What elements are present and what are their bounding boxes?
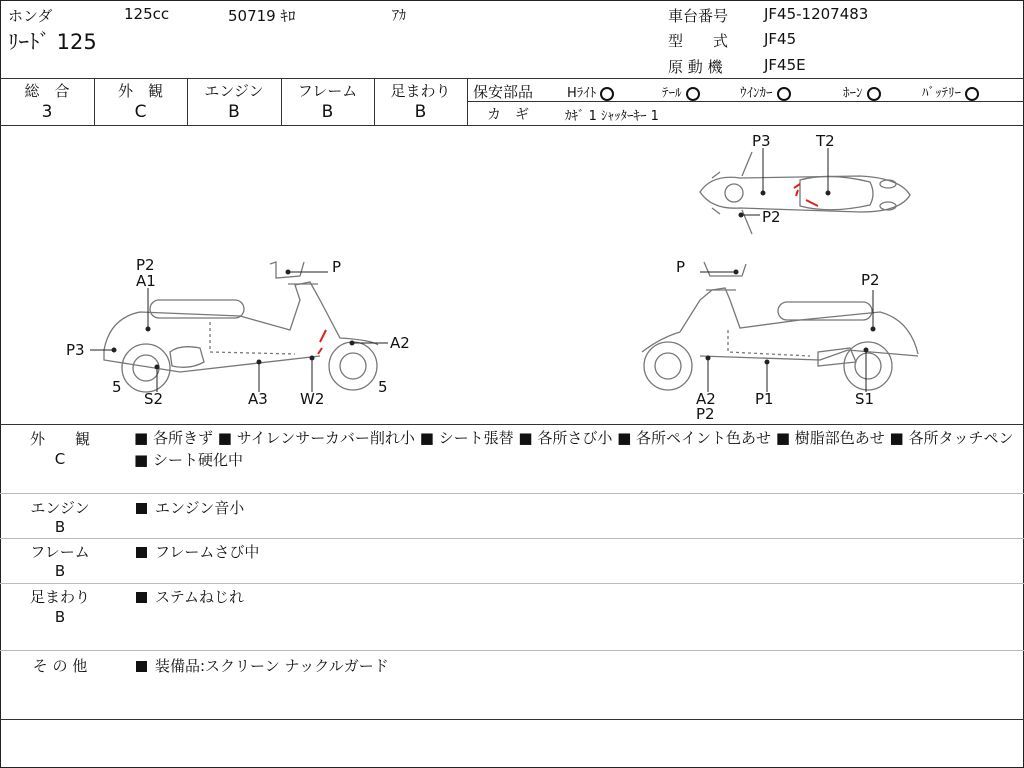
grade-exterior-label: 外 観 (117, 82, 163, 100)
left-a2: A2 (390, 334, 410, 352)
bullet-square-icon (136, 661, 147, 672)
remark-frame-item: フレームさび中 (136, 541, 259, 562)
top-p3: P3 (752, 132, 771, 150)
bullet-square-icon (136, 592, 147, 603)
grade-suspension-value: B (414, 102, 427, 122)
left-a1: A1 (136, 272, 156, 290)
safety-taillight: ﾃｰﾙ (662, 82, 700, 101)
ok-circle-icon (965, 87, 979, 101)
right-p2-top: P2 (861, 271, 880, 289)
displacement: 125cc (124, 5, 170, 23)
remark-other-label: そ の 他 (32, 657, 88, 675)
right-s1: S1 (855, 390, 875, 408)
grade-total-value: 3 (41, 102, 53, 122)
safety-battery: ﾊﾞｯﾃﾘｰ (922, 82, 979, 101)
remark-exterior-grade: C (54, 450, 66, 468)
scooter-top-view (700, 152, 910, 234)
key-label: カ ギ (487, 107, 529, 123)
grade-table-top (0, 78, 1024, 79)
safety-winker: ｳｲﾝｶｰ (740, 82, 791, 101)
left-w2: W2 (300, 390, 325, 408)
grade-total-label: 総 合 (24, 82, 70, 100)
left-5-right: 5 (378, 378, 388, 396)
safety-headlight: Hﾗｲﾄ (567, 82, 614, 101)
remark-engine-label: エンジン (30, 499, 90, 517)
type-label: 型 式 (668, 32, 729, 50)
grade-frame-label: フレーム (297, 82, 358, 100)
grade-frame-value: B (321, 102, 334, 122)
left-p: P (332, 258, 342, 276)
remark-frame-label: フレーム (30, 543, 90, 561)
left-p3: P3 (66, 341, 85, 359)
remark-suspension-item: ステムねじれ (136, 586, 244, 607)
right-a2: A2 (696, 390, 716, 408)
diagram-bottom (0, 424, 1024, 425)
model-name: ﾘｰﾄﾞ 125 (8, 30, 97, 54)
remark-other-item: 装備品:スクリーン ナックルガード (136, 655, 389, 676)
left-p2: P2 (136, 256, 155, 274)
top-p2: P2 (762, 208, 781, 226)
safety-horn: ﾎｰﾝ (843, 82, 881, 101)
key-value: ｶｷﾞ 1 ｼｬｯﾀｰｷｰ 1 (565, 109, 659, 124)
safety-divider (467, 101, 1024, 102)
left-s2: S2 (144, 390, 164, 408)
remark-suspension-label: 足まわり (29, 588, 90, 606)
mileage: 50719 ｷﾛ (228, 7, 296, 25)
scooter-diagram (0, 126, 1024, 424)
right-p2-bottom: P2 (696, 405, 715, 423)
ok-circle-icon (600, 87, 614, 101)
left-5-left: 5 (112, 378, 122, 396)
frame-no-label: 車台番号 (668, 7, 729, 25)
bullet-square-icon (136, 547, 147, 558)
top-t2: T2 (816, 132, 835, 150)
engine-value: JF45E (764, 56, 806, 74)
safety-label: 保安部品 (473, 83, 534, 101)
frame-no: JF45-1207483 (764, 5, 869, 23)
engine-label: 原 動 機 (668, 58, 723, 76)
damage-mark (318, 330, 326, 354)
remark-exterior-text: ■ 各所きず ■ サイレンサーカバー削れ小 ■ シート張替 ■ 各所さび小 ■ 各所ペイント色あせ ■ 樹脂部色あせ ■ 各所タッチペン ■ シート硬化中 (134, 429, 1014, 469)
ok-circle-icon (777, 87, 791, 101)
maker: ホンダ (8, 7, 53, 25)
grade-suspension-label: 足まわり (390, 82, 451, 100)
remark-exterior-label: 外 観 (29, 430, 90, 448)
ok-circle-icon (867, 87, 881, 101)
remark-suspension-grade: B (54, 608, 66, 626)
remark-engine-grade: B (54, 518, 66, 536)
left-a3: A3 (248, 390, 268, 408)
bullet-square-icon (136, 503, 147, 514)
grade-engine-label: エンジン (204, 82, 264, 100)
remark-engine-item: エンジン音小 (136, 497, 244, 518)
type-value: JF45 (764, 30, 797, 48)
grade-engine-value: B (228, 102, 240, 122)
right-p1: P1 (755, 390, 774, 408)
damage-mark (794, 184, 818, 206)
color: ｱｶ (392, 8, 406, 24)
remark-frame-grade: B (54, 562, 66, 580)
ok-circle-icon (686, 87, 700, 101)
right-p: P (676, 258, 686, 276)
grade-exterior-value: C (134, 102, 147, 122)
